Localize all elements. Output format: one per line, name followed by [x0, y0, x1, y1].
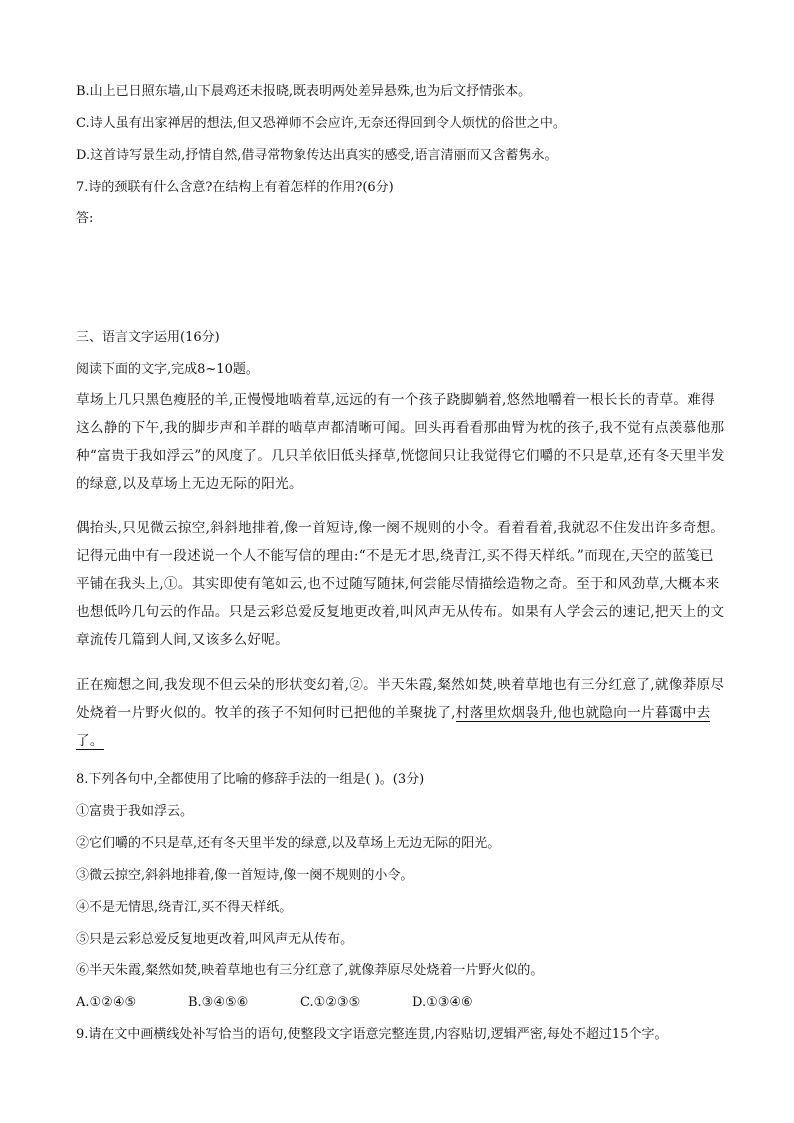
question-7: 7.诗的颈联有什么含意?在结构上有着怎样的作用?(6分) — [76, 180, 394, 195]
option-a: A.①②④⑤ — [76, 995, 137, 1010]
sentence-1: ①富贵于我如浮云。 — [76, 804, 194, 819]
section-intro: 阅读下面的文字,完成8~10题。 — [76, 362, 259, 377]
choice-c: C.诗人虽有出家禅居的想法,但又恐禅师不会应许,无奈还得回到令人烦忧的俗世之中。 — [76, 116, 566, 131]
option-b: B.③④⑤⑥ — [188, 995, 249, 1010]
sentence-6: ⑥半天朱霞,粲然如焚,映着草地也有三分红意了,就像莽原尽处烧着一片野火似的。 — [76, 963, 544, 978]
sentence-4: ④不是无情思,绕青江,买不得天样纸。 — [76, 900, 293, 915]
answer-label: 答: — [76, 211, 94, 226]
passage-paragraph-3 — [76, 671, 726, 755]
option-c: C.①②③⑤ — [300, 995, 361, 1010]
passage-paragraph-2: 偶抬头,只见微云掠空,斜斜地排着,像一首短诗,像一阕不规则的小令。看着看着,我就忍不住发出许多奇想。记得元曲中有一段述说一个人不能写信的理由:“不是无才思,绕青江,买不得天样纸。”而现在,天空的蓝笺已平铺在我头上,①。其实即使有笔如云,也不过随写随抹,何尝能尽情描绘造物之奇。至于和风劲草,大概本来也想低吟几句云的作品。只是云彩总爱反复地更改着,叫风声无从传布。如果有人学会云的速记,把天上的文章流传几篇到人间,又该多么好呢。 — [76, 520, 725, 648]
section-title: 三、语言文字运用(16分) — [76, 330, 220, 345]
question-9: 9.请在文中画横线处补写恰当的语句,使整段文字语意完整连贯,内容贴切,逻辑严密,每处不超过15个字。 — [76, 1027, 668, 1042]
question-8: 8.下列各句中,全都使用了比喻的修辞手法的一组是( )。(3分) — [76, 772, 425, 787]
sentence-3: ③微云掠空,斜斜地排着,像一首短诗,像一阕不规则的小令。 — [76, 868, 414, 883]
options-row — [76, 993, 736, 1013]
sentence-5: ⑤只是云彩总爱反复地更改着,叫风声无从传布。 — [76, 932, 354, 947]
option-d: D.①③④⑥ — [412, 995, 473, 1010]
passage-paragraph-1: 草场上几只黑色瘦胫的羊,正慢慢地啮着草,远远的有一个孩子跷脚躺着,悠然地嚼着一根长长的青草。难得这么静的下午,我的脚步声和羊群的啮草声都清晰可闻。回头再看看那曲臂为枕的孩子,我不觉有点羡慕他那种“富贵于我如浮云”的风度了。几只羊依旧低头择草,恍惚间只让我觉得它们嚼的不只是草,还有冬天里半发的绿意,以及草场上无边无际的阳光。 — [76, 392, 725, 492]
sentence-2: ②它们嚼的不只是草,还有冬天里半发的绿意,以及草场上无边无际的阳光。 — [76, 836, 501, 851]
paragraph-3-text: 正在痴想之间,我发现不但云朵的形状变幻着,②。半天朱霞,粲然如焚,映着草地也有三分红意了,就像莽原尽处烧着一片野火似的。牧羊的孩子不知何时已把他的羊聚拢了, — [76, 677, 725, 721]
paragraph-3-underlined-text: 村落里炊烟袅升,他也就隐向一片暮霭中去了。 — [76, 705, 711, 749]
choice-b: B.山上已日照东墙,山下晨鸡还未报晓,既表明两处差异悬殊,也为后文抒情张本。 — [76, 84, 532, 99]
choice-d: D.这首诗写景生动,抒情自然,借寻常物象传达出真实的感受,语言清丽而又含蓄隽永。 — [76, 148, 558, 163]
